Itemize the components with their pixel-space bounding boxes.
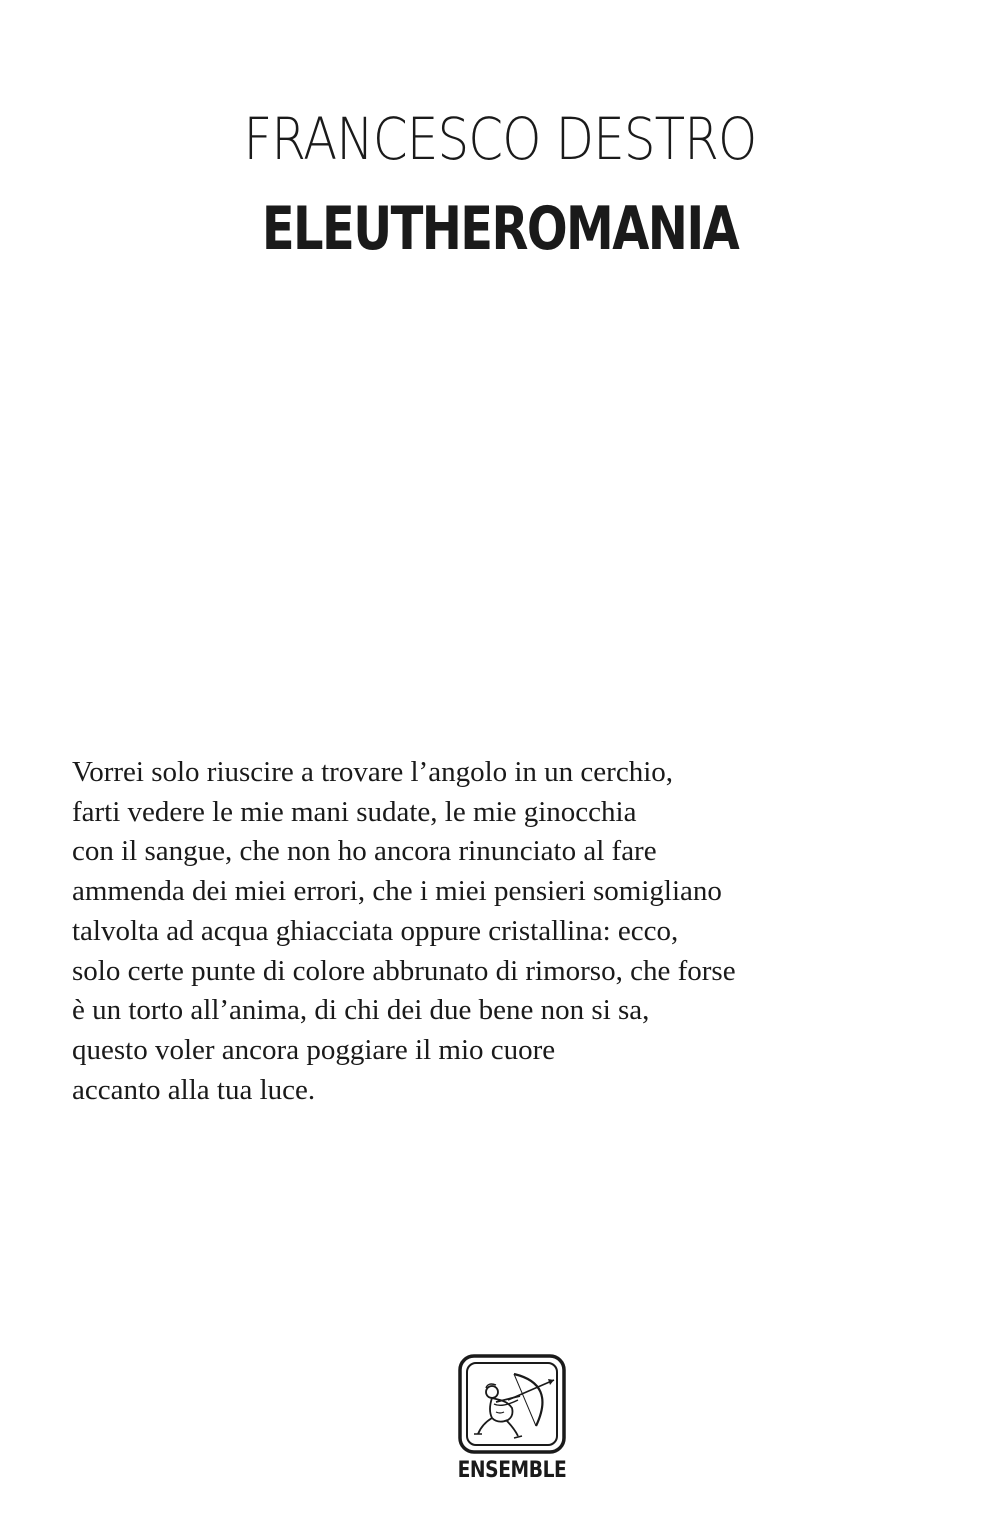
poem-line: questo voler ancora poggiare il mio cuore — [72, 1033, 556, 1066]
poem-line: talvolta ad acqua ghiacciata oppure cristallina: ecco, — [72, 914, 679, 947]
book-title: ELEUTHEROMANIA — [261, 194, 739, 264]
poem-text — [72, 753, 932, 1110]
author-name: FRANCESCO DESTRO — [243, 105, 757, 173]
archer-icon — [458, 1354, 566, 1454]
poem-line: con il sangue, che non ho ancora rinunciato al fare — [72, 835, 657, 868]
poem-line: accanto alla tua luce. — [72, 1073, 316, 1106]
poem-line: è un torto all’anima, di chi dei due bene non si sa, — [72, 994, 650, 1027]
poem-line: solo certe punte di colore abbrunato di rimorso, che forse — [72, 954, 736, 987]
poem-line: Vorrei solo riuscire a trovare l’angolo in un cerchio, — [72, 756, 674, 788]
poem-line: farti vedere le mie mani sudate, le mie ginocchia — [72, 795, 637, 828]
poem-line: ammenda dei miei errori, che i miei pensieri somigliano — [72, 875, 722, 908]
publisher-name: ENSEMBLE — [457, 1458, 567, 1483]
